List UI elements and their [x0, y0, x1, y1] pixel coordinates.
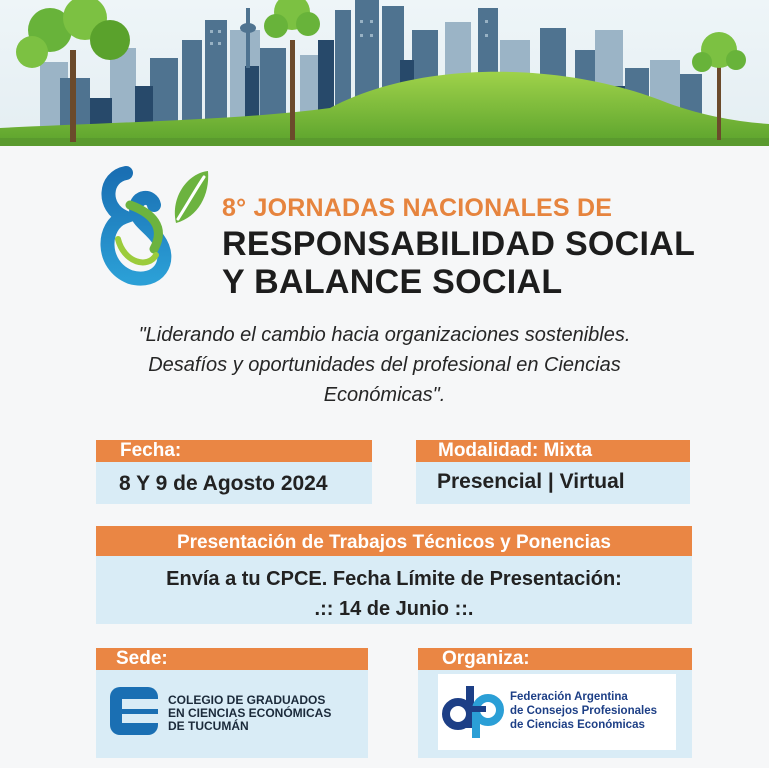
sede-label: Sede: — [96, 648, 368, 670]
sede-org-line1: COLEGIO DE GRADUADOS — [168, 693, 326, 707]
sede-org-line3: DE TUCUMÁN — [168, 719, 249, 733]
title-line3: Y BALANCE SOCIAL — [222, 263, 563, 301]
organiza-label: Organiza: — [418, 648, 692, 670]
title-line1: JORNADAS NACIONALES DE — [253, 194, 613, 222]
modalidad-value: Presencial | Virtual — [437, 470, 625, 493]
sede-org-line2: EN CIENCIAS ECONÓMICAS — [168, 706, 332, 720]
event-edition-title — [222, 194, 612, 223]
presentacion-label: Presentación de Trabajos Técnicos y Ponencias — [96, 526, 692, 556]
presentacion-line1: Envía a tu CPCE. Fecha Límite de Presentación: — [166, 568, 622, 590]
fecha-label: Fecha: — [96, 440, 372, 462]
slogan-line1: "Liderando el cambio hacia organizaciones sostenibles. — [138, 324, 631, 346]
slogan-line3: Económicas". — [323, 384, 446, 406]
event-number: 8° — [222, 194, 247, 222]
organiza-org-line2: de Consejos Profesionales — [510, 705, 657, 717]
event-8-logo-icon — [96, 165, 212, 287]
presentacion-deadline: .:: 14 de Junio ::. — [314, 598, 474, 620]
fecha-value: 8 Y 9 de Agosto 2024 — [119, 472, 328, 495]
slogan-line2: Desafíos y oportunidades del profesional en Ciencias — [148, 354, 621, 376]
modalidad-label: Modalidad: Mixta — [416, 440, 690, 462]
facpce-logo-icon — [442, 684, 504, 740]
city-banner — [0, 0, 769, 146]
title-line2: RESPONSABILIDAD SOCIAL — [222, 225, 696, 263]
sede-org-card — [96, 676, 368, 758]
cgce-logo-icon — [110, 687, 158, 735]
organiza-org-line3: de Ciencias Económicas — [510, 719, 645, 731]
organiza-org-card — [438, 674, 676, 750]
organiza-org-line1: Federación Argentina — [510, 691, 628, 703]
